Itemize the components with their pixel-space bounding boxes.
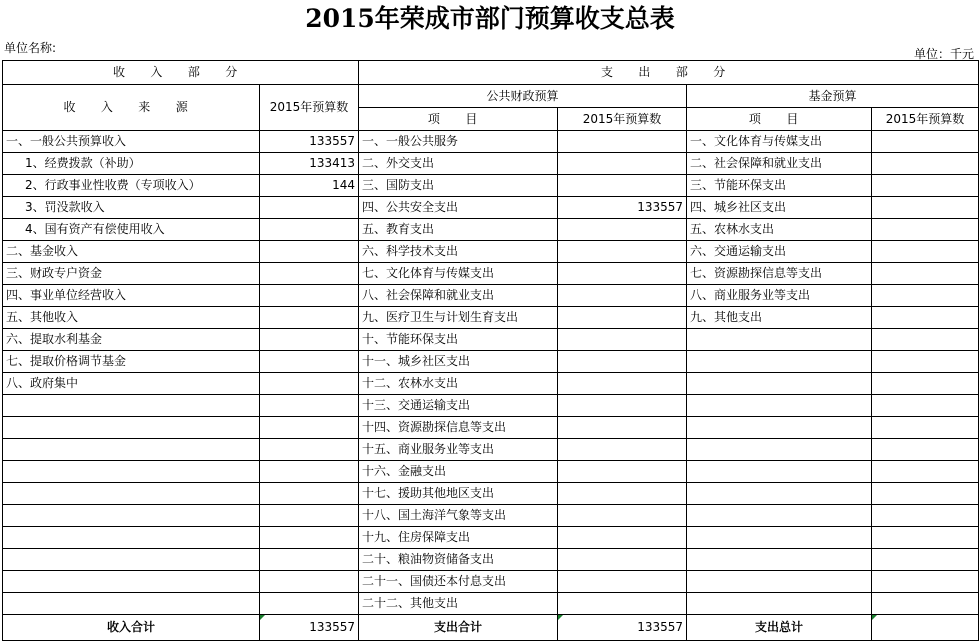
fund-item-cell[interactable]: 五、农林水支出: [687, 219, 872, 241]
public-amount-cell[interactable]: [558, 241, 687, 263]
income-amount-cell[interactable]: [260, 417, 359, 439]
fund-amount-cell[interactable]: [872, 483, 979, 505]
table-row: [3, 241, 979, 263]
fund-item-cell[interactable]: [687, 527, 872, 549]
fund-amount-cell[interactable]: [872, 373, 979, 395]
fund-amount-cell[interactable]: [872, 307, 979, 329]
public-amount-cell[interactable]: [558, 417, 687, 439]
expense-section-header[interactable]: 支 出 部 分: [359, 61, 979, 85]
fund-amount-cell[interactable]: [872, 351, 979, 373]
fund-item-cell[interactable]: [687, 461, 872, 483]
public-item-cell[interactable]: 二、外交支出: [359, 153, 558, 175]
expense-total-label[interactable]: 支出合计: [359, 615, 558, 641]
table-row: [3, 439, 979, 461]
fund-item-cell[interactable]: [687, 571, 872, 593]
fund-amount-cell[interactable]: [872, 241, 979, 263]
fund-item-cell[interactable]: [687, 417, 872, 439]
income-total-value[interactable]: 133557: [260, 615, 359, 641]
totals-row: [3, 615, 979, 641]
income-amount-cell[interactable]: [260, 373, 359, 395]
income-source-cell[interactable]: [3, 417, 260, 439]
public-item-cell[interactable]: 十四、资源勘探信息等支出: [359, 417, 558, 439]
income-amount-cell[interactable]: [260, 197, 359, 219]
income-source-cell[interactable]: [3, 593, 260, 615]
section-header-row: [3, 61, 979, 85]
public-amount-cell[interactable]: [558, 461, 687, 483]
income-source-cell[interactable]: 4、国有资产有偿使用收入: [3, 219, 260, 241]
fund-item-cell[interactable]: 九、其他支出: [687, 307, 872, 329]
public-item-cell[interactable]: 七、文化体育与传媒支出: [359, 263, 558, 285]
table-body: [3, 131, 979, 615]
income-amount-cell[interactable]: [260, 395, 359, 417]
income-source-cell[interactable]: 七、提取价格调节基金: [3, 351, 260, 373]
table-row: [3, 197, 979, 219]
fund-item-header[interactable]: 项 目: [687, 108, 872, 131]
public-amount-cell[interactable]: [558, 549, 687, 571]
fund-amount-cell[interactable]: [872, 593, 979, 615]
income-source-cell[interactable]: 六、提取水利基金: [3, 329, 260, 351]
fund-amount-cell[interactable]: [872, 175, 979, 197]
income-amount-cell[interactable]: [260, 263, 359, 285]
fund-amount-cell[interactable]: [872, 527, 979, 549]
income-source-cell[interactable]: 2、行政事业性收费（专项收入）: [3, 175, 260, 197]
budget-type-header-row: [3, 85, 979, 108]
fund-item-cell[interactable]: 一、文化体育与传媒支出: [687, 131, 872, 153]
fund-item-cell[interactable]: [687, 351, 872, 373]
income-total-label[interactable]: 收入合计: [3, 615, 260, 641]
table-row: [3, 263, 979, 285]
fund-amount-cell[interactable]: [872, 395, 979, 417]
income-source-cell[interactable]: 3、罚没款收入: [3, 197, 260, 219]
fund-item-cell[interactable]: 四、城乡社区支出: [687, 197, 872, 219]
public-item-cell[interactable]: 八、社会保障和就业支出: [359, 285, 558, 307]
fund-item-cell[interactable]: 七、资源勘探信息等支出: [687, 263, 872, 285]
public-item-cell[interactable]: 六、科学技术支出: [359, 241, 558, 263]
public-amount-cell[interactable]: [558, 263, 687, 285]
income-source-cell[interactable]: 1、经费拨款（补助）: [3, 153, 260, 175]
public-item-cell[interactable]: 二十二、其他支出: [359, 593, 558, 615]
expense-total-value[interactable]: 133557: [558, 615, 687, 641]
income-source-cell[interactable]: 五、其他收入: [3, 307, 260, 329]
table-row: [3, 285, 979, 307]
public-amount-cell[interactable]: 133557: [558, 197, 687, 219]
income-amount-cell[interactable]: [260, 285, 359, 307]
income-source-cell[interactable]: [3, 571, 260, 593]
income-amount-cell[interactable]: [260, 571, 359, 593]
table-row: [3, 549, 979, 571]
public-amount-cell[interactable]: [558, 571, 687, 593]
public-item-cell[interactable]: 十三、交通运输支出: [359, 395, 558, 417]
expense-grand-total-value[interactable]: [872, 615, 979, 641]
table-row: [3, 483, 979, 505]
page-title: 2015年荣成市部门预算收支总表: [305, 4, 675, 33]
income-amount-cell[interactable]: 133413: [260, 153, 359, 175]
fund-item-cell[interactable]: 六、交通运输支出: [687, 241, 872, 263]
income-amount-cell[interactable]: [260, 593, 359, 615]
public-amount-cell[interactable]: [558, 483, 687, 505]
public-item-header[interactable]: 项 目: [359, 108, 558, 131]
income-source-cell[interactable]: [3, 483, 260, 505]
public-item-cell[interactable]: 五、教育支出: [359, 219, 558, 241]
fund-item-cell[interactable]: [687, 373, 872, 395]
income-amount-cell[interactable]: 133557: [260, 131, 359, 153]
fund-item-cell[interactable]: [687, 329, 872, 351]
public-item-cell[interactable]: 三、国防支出: [359, 175, 558, 197]
public-item-cell[interactable]: 十六、金融支出: [359, 461, 558, 483]
income-amount-cell[interactable]: [260, 549, 359, 571]
income-amount-cell[interactable]: [260, 505, 359, 527]
currency-unit-label: 单位：千元: [913, 47, 974, 61]
fund-item-cell[interactable]: [687, 505, 872, 527]
income-amount-cell[interactable]: [260, 329, 359, 351]
income-source-cell[interactable]: 四、事业单位经营收入: [3, 285, 260, 307]
fund-item-cell[interactable]: 三、节能环保支出: [687, 175, 872, 197]
fund-amount-cell[interactable]: [872, 153, 979, 175]
fund-amount-cell[interactable]: [872, 505, 979, 527]
public-amount-cell[interactable]: [558, 505, 687, 527]
fund-item-cell[interactable]: [687, 395, 872, 417]
public-amount-cell[interactable]: [558, 527, 687, 549]
table-row: [3, 351, 979, 373]
income-source-cell[interactable]: 一、一般公共预算收入: [3, 131, 260, 153]
public-item-cell[interactable]: 二十一、国债还本付息支出: [359, 571, 558, 593]
fund-amount-header[interactable]: 2015年预算数: [872, 108, 979, 131]
public-amount-cell[interactable]: [558, 285, 687, 307]
fund-amount-cell[interactable]: [872, 571, 979, 593]
fund-amount-cell[interactable]: [872, 219, 979, 241]
fund-budget-header[interactable]: 基金预算: [687, 85, 979, 108]
income-amount-cell[interactable]: [260, 527, 359, 549]
income-amount-cell[interactable]: [260, 219, 359, 241]
fund-amount-cell[interactable]: [872, 461, 979, 483]
public-amount-cell[interactable]: [558, 219, 687, 241]
table-row: [3, 527, 979, 549]
income-amount-cell[interactable]: [260, 483, 359, 505]
income-source-cell[interactable]: [3, 395, 260, 417]
public-item-cell[interactable]: 十、节能环保支出: [359, 329, 558, 351]
table-row: [3, 219, 979, 241]
public-amount-cell[interactable]: [558, 373, 687, 395]
fund-amount-cell[interactable]: [872, 197, 979, 219]
income-amount-cell[interactable]: [260, 307, 359, 329]
income-budget-header[interactable]: 2015年预算数: [260, 85, 359, 131]
public-amount-cell[interactable]: [558, 395, 687, 417]
fund-amount-cell[interactable]: [872, 329, 979, 351]
fund-amount-cell[interactable]: [872, 417, 979, 439]
income-source-cell[interactable]: [3, 549, 260, 571]
income-amount-cell[interactable]: [260, 241, 359, 263]
public-item-cell[interactable]: 一、一般公共服务: [359, 131, 558, 153]
unit-name-label: 单位名称:: [4, 41, 57, 55]
fund-amount-cell[interactable]: [872, 263, 979, 285]
public-item-cell[interactable]: 十八、国土海洋气象等支出: [359, 505, 558, 527]
income-source-cell[interactable]: 三、财政专户资金: [3, 263, 260, 285]
public-amount-cell[interactable]: [558, 593, 687, 615]
budget-summary-table: [2, 60, 979, 641]
public-item-cell[interactable]: 十二、农林水支出: [359, 373, 558, 395]
fund-item-cell[interactable]: 二、社会保障和就业支出: [687, 153, 872, 175]
table-row: [3, 461, 979, 483]
income-section-header[interactable]: 收 入 部 分: [3, 61, 359, 85]
fund-amount-cell[interactable]: [872, 131, 979, 153]
table-row: [3, 571, 979, 593]
income-source-cell[interactable]: [3, 461, 260, 483]
table-row: [3, 417, 979, 439]
table-row: [3, 505, 979, 527]
public-item-cell[interactable]: 十七、援助其他地区支出: [359, 483, 558, 505]
fund-amount-cell[interactable]: [872, 285, 979, 307]
public-amount-cell[interactable]: [558, 351, 687, 373]
table-row: [3, 153, 979, 175]
public-item-cell[interactable]: 十九、住房保障支出: [359, 527, 558, 549]
table-row: [3, 131, 979, 153]
fund-item-cell[interactable]: [687, 593, 872, 615]
income-amount-cell[interactable]: [260, 439, 359, 461]
public-item-cell[interactable]: 十五、商业服务业等支出: [359, 439, 558, 461]
public-amount-cell[interactable]: [558, 153, 687, 175]
fund-item-cell[interactable]: [687, 483, 872, 505]
fund-amount-cell[interactable]: [872, 439, 979, 461]
table-row: [3, 395, 979, 417]
table-row: [3, 593, 979, 615]
public-budget-header[interactable]: 公共财政预算: [359, 85, 687, 108]
public-amount-header[interactable]: 2015年预算数: [558, 108, 687, 131]
public-amount-cell[interactable]: [558, 439, 687, 461]
income-amount-cell[interactable]: [260, 461, 359, 483]
public-amount-cell[interactable]: [558, 131, 687, 153]
public-item-cell[interactable]: 四、公共安全支出: [359, 197, 558, 219]
table-row: [3, 329, 979, 351]
public-item-cell[interactable]: 九、医疗卫生与计划生育支出: [359, 307, 558, 329]
income-source-header[interactable]: 收 入 来 源: [3, 85, 260, 131]
public-item-cell[interactable]: 二十、粮油物资储备支出: [359, 549, 558, 571]
income-source-cell[interactable]: [3, 439, 260, 461]
income-source-cell[interactable]: [3, 527, 260, 549]
fund-amount-cell[interactable]: [872, 549, 979, 571]
expense-grand-total-label[interactable]: 支出总计: [687, 615, 872, 641]
income-source-cell[interactable]: 二、基金收入: [3, 241, 260, 263]
table-row: [3, 175, 979, 197]
income-amount-cell[interactable]: 144: [260, 175, 359, 197]
income-amount-cell[interactable]: [260, 351, 359, 373]
table-row: [3, 307, 979, 329]
income-source-cell[interactable]: 八、政府集中: [3, 373, 260, 395]
fund-item-cell[interactable]: [687, 549, 872, 571]
fund-item-cell[interactable]: [687, 439, 872, 461]
public-amount-cell[interactable]: [558, 307, 687, 329]
fund-item-cell[interactable]: 八、商业服务业等支出: [687, 285, 872, 307]
public-amount-cell[interactable]: [558, 329, 687, 351]
public-item-cell[interactable]: 十一、城乡社区支出: [359, 351, 558, 373]
income-source-cell[interactable]: [3, 505, 260, 527]
table-row: [3, 373, 979, 395]
public-amount-cell[interactable]: [558, 175, 687, 197]
